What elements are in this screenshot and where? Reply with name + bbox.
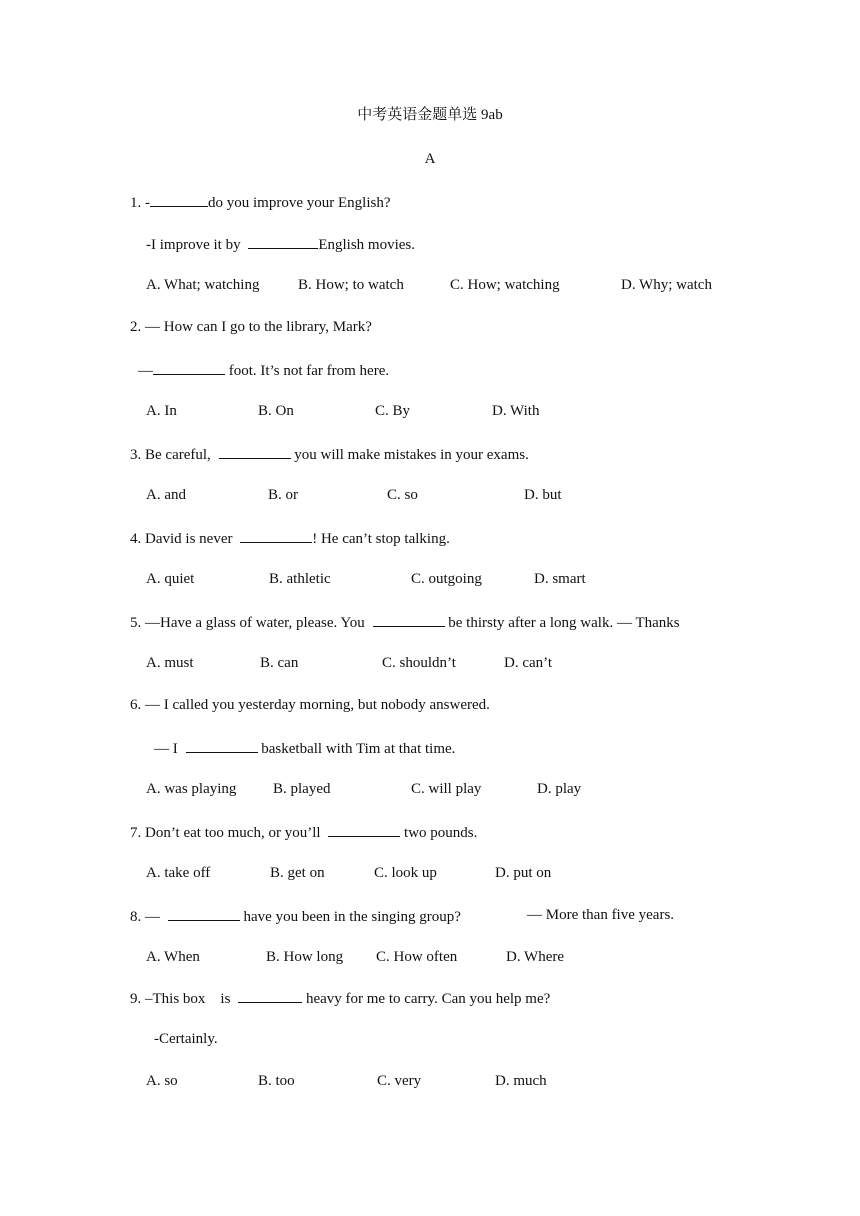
question-6-option-a: A. was playing: [146, 781, 237, 797]
question-9-option-b: B. too: [258, 1073, 295, 1089]
answer-blank: [240, 528, 312, 543]
answer-blank: [153, 360, 225, 375]
question-6-option-d: D. play: [537, 781, 582, 797]
answer-blank: [248, 234, 318, 249]
question-4-option-b: B. athletic: [269, 571, 331, 587]
question-9-reply: -Certainly.: [154, 1031, 218, 1047]
question-4-option-d: D. smart: [534, 571, 586, 587]
question-8-option-a: A. When: [146, 949, 200, 965]
answer-blank: [186, 738, 258, 753]
question-1-option-a: A. What; watching: [146, 277, 260, 293]
question-6-reply: — I basketball with Tim at that time.: [154, 738, 455, 758]
answer-blank: [150, 192, 208, 207]
question-2-option-d: D. With: [492, 403, 540, 419]
document-title: 中考英语金题单选 9ab: [357, 107, 503, 123]
question-5-option-c: C. shouldn’t: [382, 655, 456, 671]
question-9-option-a: A. so: [146, 1073, 178, 1089]
question-6-option-c: C. will play: [411, 781, 482, 797]
question-8-option-b: B. How long: [266, 949, 344, 965]
question-9-stem: 9. –This box is heavy for me to carry. Can you help me?: [130, 988, 550, 1008]
question-1-reply: -I improve it by English movies.: [146, 234, 415, 254]
question-3-option-a: A. and: [146, 487, 186, 503]
question-2-option-a: A. In: [146, 403, 177, 419]
answer-blank: [373, 612, 445, 627]
question-2-option-c: C. By: [375, 403, 411, 419]
question-9-option-c: C. very: [377, 1073, 422, 1089]
question-9-option-d: D. much: [495, 1073, 547, 1089]
question-1-stem: 1. - do you improve your English?: [130, 192, 390, 212]
answer-blank: [168, 906, 240, 921]
question-1-option-c: C. How; watching: [450, 277, 560, 293]
question-6-stem: 6. — I called you yesterday morning, but nobody answered.: [130, 697, 490, 713]
question-8-option-c: C. How often: [376, 949, 458, 965]
question-7-option-d: D. put on: [495, 865, 552, 881]
answer-blank: [238, 988, 302, 1003]
answer-blank: [219, 444, 291, 459]
question-2-option-b: B. On: [258, 403, 294, 419]
question-5-option-b: B. can: [260, 655, 299, 671]
answer-blank: [328, 822, 400, 837]
question-4-option-c: C. outgoing: [411, 571, 482, 587]
question-5-option-a: A. must: [146, 655, 194, 671]
section-heading: A: [424, 151, 436, 167]
question-8-reply: — More than five years.: [527, 907, 675, 923]
question-1-option-d: D. Why; watch: [621, 277, 712, 293]
question-7-stem: 7. Don’t eat too much, or you’ll two pounds.: [130, 822, 477, 842]
question-5-option-d: D. can’t: [504, 655, 553, 671]
question-8-stem: 8. — have you been in the singing group?: [130, 906, 461, 926]
question-2-stem: 2. — How can I go to the library, Mark?: [130, 319, 372, 335]
question-4-stem: 4. David is never ! He can’t stop talking.: [130, 528, 450, 548]
question-3-option-d: D. but: [524, 487, 562, 503]
question-7-option-c: C. look up: [374, 865, 437, 881]
question-5-stem: 5. —Have a glass of water, please. You be thirsty after a long walk. — Thanks: [130, 612, 680, 632]
question-7-option-b: B. get on: [270, 865, 325, 881]
question-3-stem: 3. Be careful, you will make mistakes in your exams.: [130, 444, 529, 464]
question-1-option-b: B. How; to watch: [298, 277, 404, 293]
question-8-option-d: D. Where: [506, 949, 565, 965]
question-3-option-b: B. or: [268, 487, 298, 503]
question-2-reply: — foot. It’s not far from here.: [138, 360, 389, 380]
question-6-option-b: B. played: [273, 781, 331, 797]
question-3-option-c: C. so: [387, 487, 418, 503]
question-4-option-a: A. quiet: [146, 571, 195, 587]
question-7-option-a: A. take off: [146, 865, 211, 881]
